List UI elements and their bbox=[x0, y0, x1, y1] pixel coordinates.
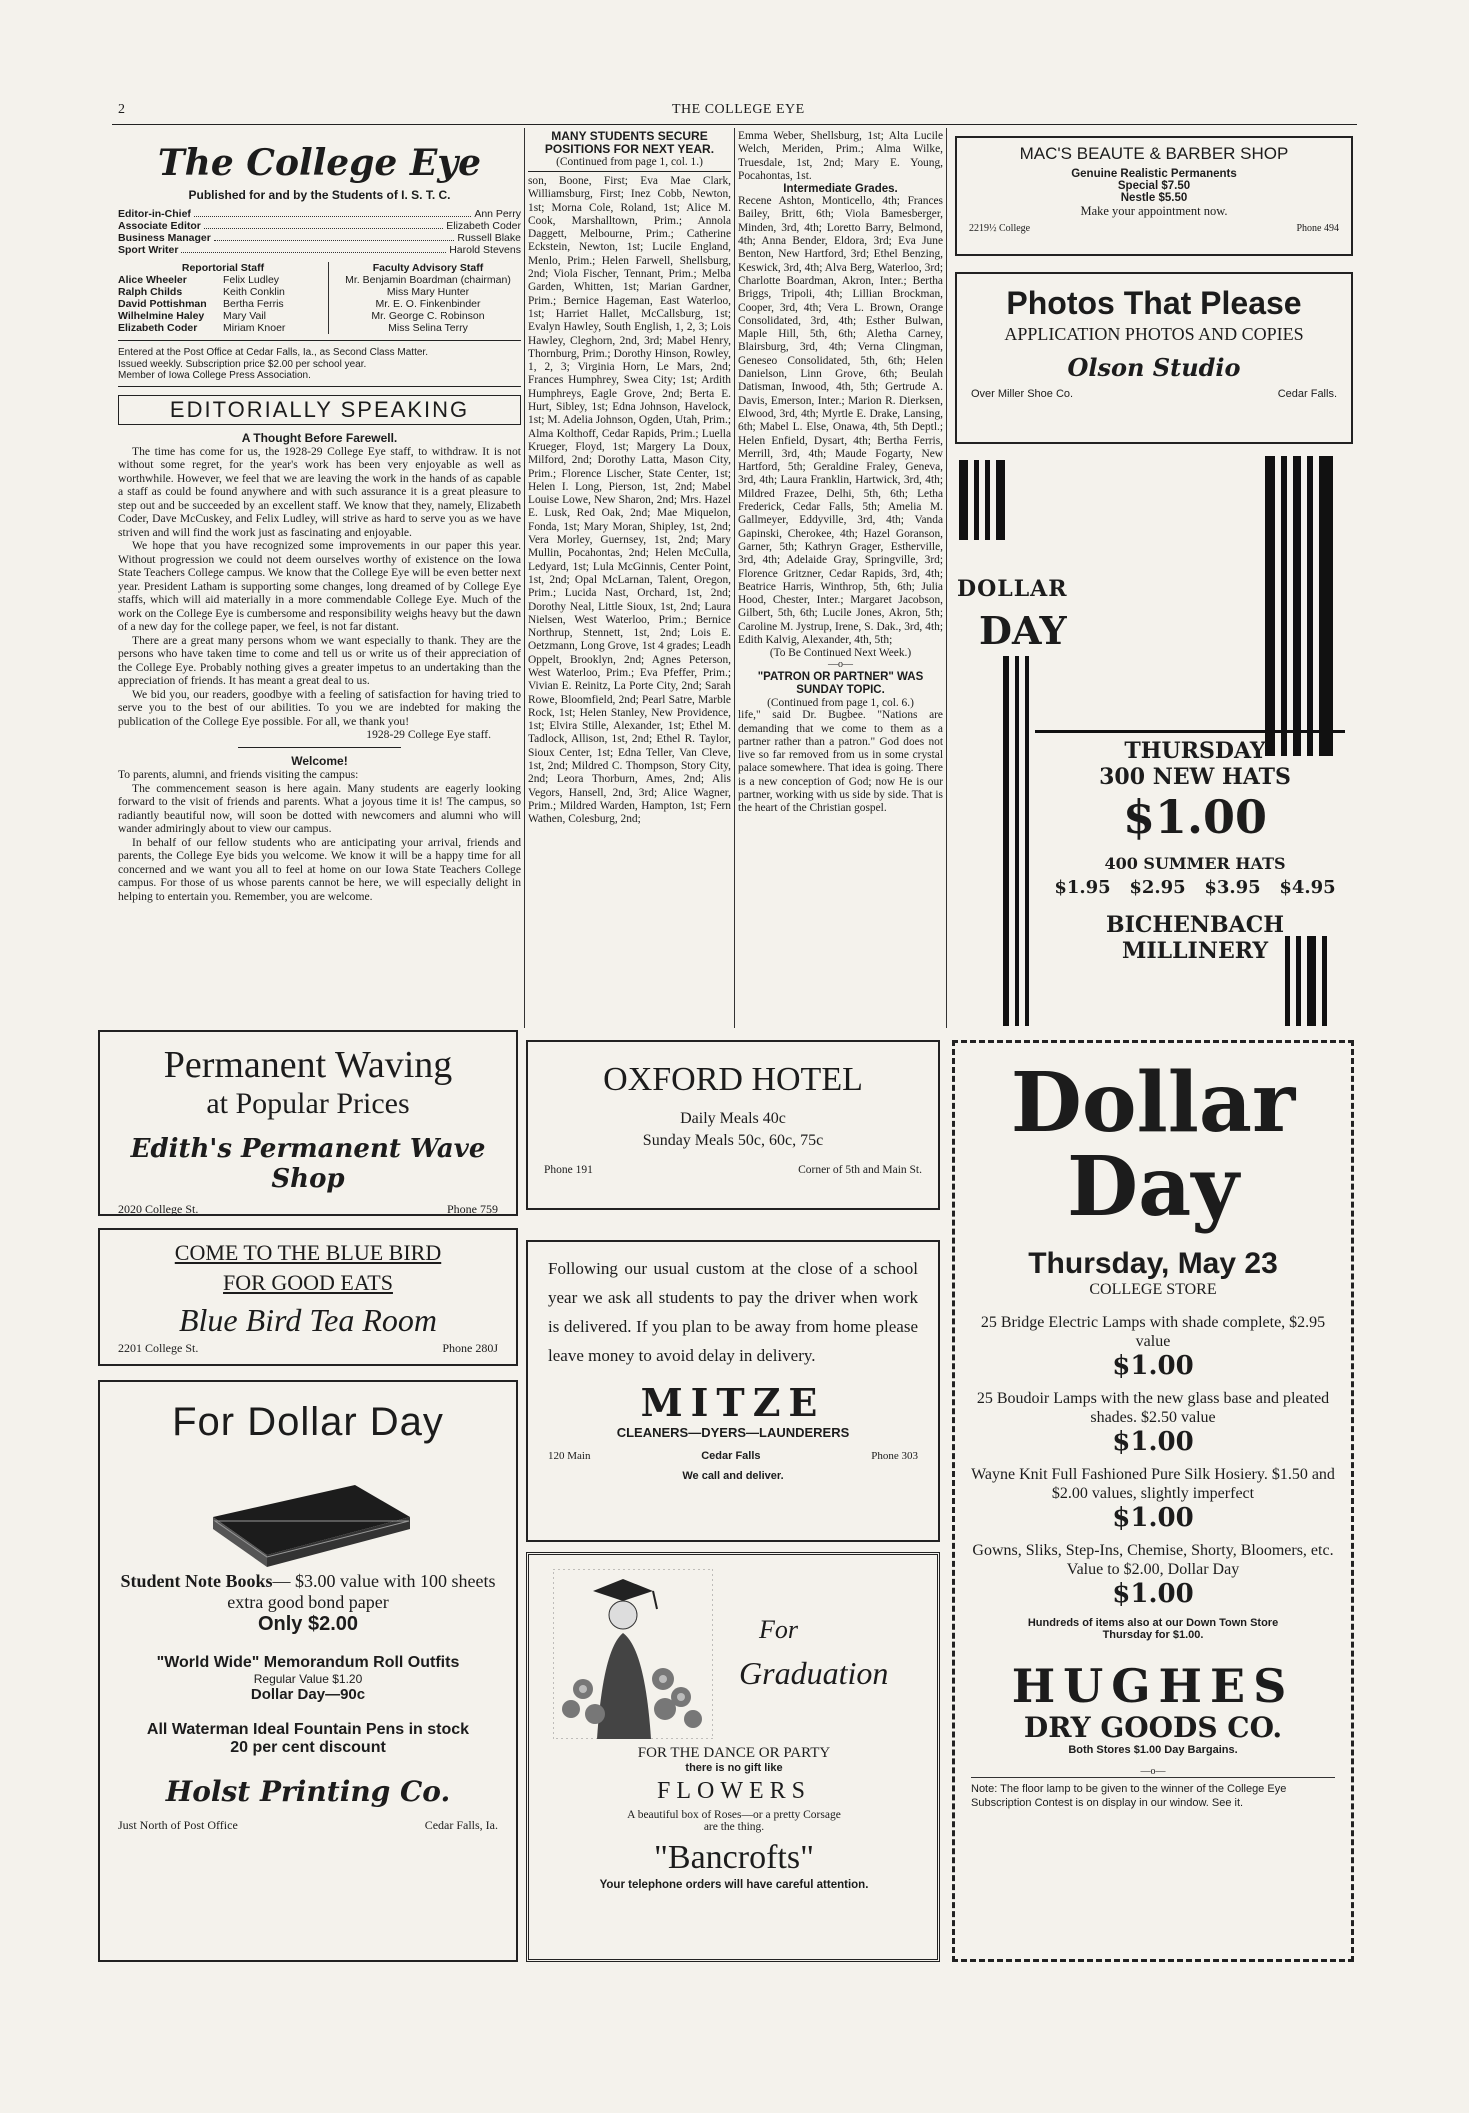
decorative-stripes bbox=[1265, 456, 1333, 756]
page-header bbox=[112, 102, 1357, 122]
ad-name: MAC'S BEAUTE & BARBER SHOP bbox=[1019, 144, 1289, 163]
ad-olson-studio: Photos That Please APPLICATION PHOTOS AND COPIES Olson Studio Over Miller Shoe Co. Cedar Falls. bbox=[955, 272, 1353, 444]
welcome-paragraph: The commencement season is here again. Many students are eagerly looking forward to the visit of friends and parents. What a joyous time it is! The campus, so radiantly beautiful now, will soon be dotted with newcomers and alumni who will wander admiringly about to view our campus. bbox=[118, 781, 521, 835]
to-be-continued: (To Be Continued Next Week.) bbox=[769, 647, 912, 660]
welcome-paragraph: In behalf of our fellow students who are anticipating your arrival, friends and parents, the College Eye bids you welcome. We know it will be a happy time for all concerned and we want you all to feel at home on our Iowa State Teachers College campus. For those of us whose parents cannot be here, we will especially delight in helping to entertain you. Remember, you are welcome. bbox=[118, 835, 521, 903]
ad-headline: Photos That Please bbox=[1006, 285, 1302, 321]
ad-day: Day bbox=[1067, 1139, 1239, 1235]
ad-hughes-dry-goods: Dollar Day Thursday, May 23 COLLEGE STORE 25 Bridge Electric Lamps with shade complete, $2.95 value $1.00 25 Boudoir Lamps with the new glass base and pleated shades. $2.50 value $1.00 Wayne Knit Full Fashioned Pure Silk Hosiery. $1.50 and $2.00 values, slightly imperfect $1.00 Gowns, Sliks, Step-Ins, Chemise, Shorty, Bloomers, etc. Value to $2.00, Dollar Day $1.00 Hundreds of items also at our Down Town Store Thursday for $1.00. HUGHES DRY GOODS CO. Both Stores $1.00 Day Bargains. —o— Note: The floor lamp to be given to the winner of the College Eye Subscription Contest is on display in our window. See it. bbox=[952, 1040, 1354, 1962]
decorative-stripes bbox=[959, 460, 1005, 540]
ad-bancrofts: For Graduation FOR THE DANCE OR PARTY there is no gift like FLOWERS A beautiful box of Roses—or a pretty Corsage are the thing. "Bancrofts" Your telephone orders will have careful attention. bbox=[526, 1552, 940, 1962]
column-rule bbox=[734, 128, 735, 1028]
column-rule bbox=[524, 128, 525, 1028]
ad-mitze-cleaners: Following our usual custom at the close of a school year we ask all students to pay the driver when work is delivered. If you plan to be away from home please leave money to avoid delay in delivery. MITZE CLEANERS—DYERS—LAUNDERERS 120 Main Cedar Falls Phone 303 We call and deliver. bbox=[526, 1240, 940, 1542]
running-head: THE COLLEGE EYE bbox=[672, 102, 805, 117]
ad-day: DAY bbox=[979, 608, 1067, 653]
editorial-paragraph: We bid you, our readers, goodbye with a feeling of satisfaction for having tried to serve you to the best of our abilities. To you we are indebted for making the publication of the College Eye possible. For all, we thank you! bbox=[118, 687, 521, 728]
ad-name: Edith's Permanent Wave Shop bbox=[130, 1134, 486, 1194]
masthead-subtitle: Published for and by the Students of I. S. T. C. bbox=[188, 188, 451, 202]
ad-name: OXFORD HOTEL bbox=[603, 1061, 863, 1098]
graduate-with-flowers-illustration bbox=[553, 1569, 713, 1739]
news-column-b: Emma Weber, Shellsburg, 1st; Alta Lucile Welch, Meriden, Prim.; Alma Wilke, Truesdale, 1st, 2nd; Mary E. Young, Pocahontas, 1st. Intermediate Grades. Recene Ashton, Monticello, 4th; Frances Bailey, Britt, 6th; Viola Bamesberger, Minden, 3rd, 4th; Loretto Barry, Belmond, 4th; Anna Bender, Eldora, 3rd; Eva June Benton, New Hartford, 3rd; Ethel Benzing, Keswick, 3rd, 4th; Alva Berg, Waterloo, 3rd; Charlotte Boardman, Akron, Inter.; Bertha Briggs, Tripoli, 4th; Lillian Brockman, Cooper, 3rd, 4th; Vera L. Brown, Orange Consolidated, 3rd, 4th; Esther Bulwan, Maple Hill, 5th, 6th; Aletha Carney, Blairsburg, 3rd, 4th; Verna Clingman, Geneseo Consolidated, 5th, 6th; Helen Danielson, Linn Grove, 6th; Beulah Datisman, Inwood, 4th, 5th; Gertrude A. Davis, Emerson, Inter.; Marion R. Dierksen, Elwood, 3rd, 4th; Myrtle E. Drake, Lansing, 6th; Mabel L. Else, Onawa, 4th, 5th Deptl.; Helen Enfield, Dysart, 4th; Bertha Ferris, Merrill, 3rd, 4th; Maude Fogarty, New Hartford, 5th; Geraldine Fraley, Geneva, 3rd, 4th; Laura Franklin, Hartwick, 3rd, 4th; Mildred Frazee, Delhi, 5th, 6th; Letha Frederick, Cedar Falls, 5th; Amelia M. Gallmeyer, Eddyville, 3rd, 4th; Vanda Gapinski, Cherokee, 4th; Hazel Goranson, Garner, 5th; Kathryn Grager, Estherville, 3rd, 4th; Adelaide Gray, Springville, 3rd; Florence Gritzner, Cedar Rapids, 3rd, 4th; Beatrice Harris, Winthrop, 5th, 6th; Julia Hood, Chester, Inter.; Margaret Jacobson, Gilbert, 5th, 6th; Lucile Jones, Akron, 5th; Caroline M. Jystrup, Irene, S. Dak., 3rd, 4th; Edith Kalvig, Alexander, 4th, 5th; (To Be Continued Next Week.) —o— "PATRON OR PARTNER" WAS SUNDAY TOPIC. (Continued from page 1, col. 6.) life," said Dr. Bugbee. "Nations are demanding that we come to them as a partner rather than a patron." God does not live so far removed from us in some crystal palace somewhere. That idea is going. There is a new conception of God; now He is our partner, working with us side by side. That is the heart of the Christian gospel. bbox=[738, 130, 943, 815]
staff-row: Sport Writer Harold Stevens bbox=[118, 244, 521, 256]
faculty-staff: Faculty Advisory Staff Mr. Benjamin Boardman (chairman) Miss Mary Hunter Mr. E. O. Finkenbinder Mr. George C. Robinson Miss Selina Terry bbox=[328, 262, 521, 334]
mailing-info: Entered at the Post Office at Cedar Falls, Ia., as Second Class Matter. Issued weekly. Subscription price $2.00 per school year. Member of Iowa College Press Association. bbox=[118, 347, 428, 381]
staff-row: Business Manager Russell Blake bbox=[118, 232, 521, 244]
editorial-title: A Thought Before Farewell. bbox=[241, 430, 398, 445]
ad-oxford-hotel: OXFORD HOTEL Daily Meals 40c Sunday Meals 50c, 60c, 75c Phone 191 Corner of 5th and Main St. bbox=[526, 1040, 940, 1210]
editorial-paragraph: The time has come for us, the 1928-29 College Eye staff, to withdraw. It is not without some regret, for the year's work has been very enjoyable as well as worthwhile. However, we feel that we are leaving the work in the hands of as capable a staff as could be found anywhere and with such assurance it is a great pleasure to step out and be succeeded by an excellent staff. We know that they, namely, Elizabeth Coder, Dave McCuskey, and Felix Ludley, will strive as hard to serve you as we have striven and will find the work just as fascinating and enjoyable. bbox=[118, 444, 521, 539]
notebook-icon bbox=[205, 1477, 415, 1572]
reportorial-staff: Reportorial Staff Alice Wheeler Ralph Childs David Pottishman Wilhelmine Haley Elizabeth Coder Felix Ludley Keith Conklin Bertha Ferris Mary Vail Miriam Knoer bbox=[118, 262, 286, 334]
news-body: Recene Ashton, Monticello, 4th; Frances Bailey, Britt, 6th; Viola Bamesberger, Minden, 3rd, 4th; Loretto Barry, Belmond, 4th; Anna Bender, Eldora, 3rd; Eva June Benton, New Hartford, 3rd; Ethel Benzing, Keswick, 3rd, 4th; Alva Berg, Waterloo, 3rd; Charlotte Boardman, Akron, Inter.; Bertha Briggs, Tripoli, 4th; Lillian Brockman, Cooper, 3rd, 4th; Vera L. Brown, Orange Consolidated, 3rd, 4th; Esther Bulwan, Maple Hill, 5th, 6th; Aletha Carney, Blairsburg, 3rd, 4th; Verna Clingman, Geneseo Consolidated, 5th, 6th; Helen Danielson, Linn Grove, 6th; Beulah Datisman, Inwood, 4th, 5th; Gertrude A. Davis, Emerson, Inter.; Marion R. Dierksen, Elwood, 3rd, 4th; Myrtle E. Drake, Lansing, 6th; Mabel L. Else, Onawa, 4th, 5th Deptl.; Helen Enfield, Dysart, 4th; Bertha Ferris, Merrill, 3rd, 4th; Maude Fogarty, New Hartford, 5th; Geraldine Fraley, Geneva, 3rd, 4th; Laura Franklin, Hartwick, 3rd, 4th; Mildred Frazee, Delhi, 5th, 6th; Letha Frederick, Cedar Falls, 5th; Amelia M. Gallmeyer, Eddyville, 3rd, 4th; Vanda Gapinski, Cherokee, 4th; Hazel Goranson, Garner, 5th; Kathryn Grager, Estherville, 3rd, 4th; Adelaide Gray, Springville, 3rd; Florence Gritzner, Cedar Rapids, 3rd, 4th; Beatrice Harris, Winthrop, 5th, 6th; Julia Hood, Chester, Inter.; Margaret Jacobson, Gilbert, 5th, 6th; Lucile Jones, Akron, 5th; Caroline M. Jystrup, Irene, S. Dak., 3rd, 4th; Edith Kalvig, Alexander, 4th, 5th; bbox=[738, 195, 943, 646]
staff-list bbox=[118, 208, 521, 256]
ad-name: Olson Studio bbox=[1067, 353, 1241, 382]
editorial-paragraph: There are a great many persons whom we want especially to thank. They are the persons who have taken time to come and tell us or write us of their appreciation of the College Eye. Probably nothing gives a greater impetus to an undertaking than the appreciation of friends. It has meant a great deal to us. bbox=[118, 633, 521, 687]
ad-macs-beaute: MAC'S BEAUTE & BARBER SHOP Genuine Realistic Permanents Special $7.50 Nestle $5.50 Make your appointment now. 2219½ College Phone 494 bbox=[955, 136, 1353, 256]
staff-row: Associate Editor Elizabeth Coder bbox=[118, 220, 521, 232]
header-rule bbox=[112, 124, 1357, 125]
intermediate-heading: Intermediate Grades. bbox=[783, 183, 898, 196]
editorial-banner: EDITORIALLY SPEAKING bbox=[118, 395, 521, 425]
page-number: 2 bbox=[118, 102, 125, 117]
ad-name: MITZE bbox=[640, 1380, 826, 1425]
patron-continued: (Continued from page 1, col. 6.) bbox=[767, 697, 914, 710]
masthead-title: The College Eye bbox=[157, 142, 482, 184]
ad-holst-printing: For Dollar Day Student Note Books— $3.00 value with 100 sheets extra good bond paper Only $2.00 "World Wide" Memorandum Roll Outfits Regular Value $1.20 Dollar Day—90c All Waterman Ideal Fountain Pens in stock 20 per cent discount Holst Printing Co. Just North of Post Office Cedar Falls, Ia. bbox=[98, 1380, 518, 1962]
ad-body: THURSDAY 300 NEW HATS $1.00 400 SUMMER HATS $1.95 $2.95 $3.95 $4.95 BICHENBACH MILLINERY bbox=[1054, 738, 1336, 964]
ad-dollar: DOLLAR bbox=[957, 576, 1068, 602]
news-headline: MANY STUDENTS SECURE POSITIONS FOR NEXT YEAR. bbox=[544, 130, 715, 156]
ad-name: "Bancrofts" bbox=[654, 1839, 814, 1876]
patron-headline: "PATRON OR PARTNER" WAS SUNDAY TOPIC. bbox=[757, 671, 924, 697]
staff-row: Editor-in-Chief Ann Perry bbox=[118, 208, 521, 220]
welcome-salutation: To parents, alumni, and friends visiting the campus: bbox=[118, 768, 359, 781]
news-continued: (Continued from page 1, col. 1.) bbox=[556, 156, 703, 168]
ad-name: Blue Bird Tea Room bbox=[178, 1302, 438, 1338]
decorative-stripes bbox=[1003, 656, 1029, 1026]
news-body: Emma Weber, Shellsburg, 1st; Alta Lucile Welch, Meriden, Prim.; Alma Wilke, Truesdale, 1st, 2nd; Mary E. Young, Pocahontas, 1st. bbox=[738, 130, 943, 182]
column-rule bbox=[946, 128, 947, 1028]
editorial-paragraph: We hope that you have recognized some improvements in our paper this year. Without progression we could not deem ourselves worthy of existence on the Iowa State Teachers College campus. We know that the College Eye will be even better next year. President Latham is supporting some changes, long dreamed of by College Eye staffs, which will aid materially in a more commendable College Eye. Much of the work on the College Eye is cumbersome and responsibility weighs heavy but the dawn of a new day for the college paper, we feel, is not far distant. bbox=[118, 539, 521, 633]
masthead-editorial-column bbox=[118, 128, 521, 1028]
ad-blue-bird: COME TO THE BLUE BIRD FOR GOOD EATS Blue Bird Tea Room 2201 College St. Phone 280J bbox=[98, 1228, 518, 1366]
patron-body: life," said Dr. Bugbee. "Nations are demanding that we come to them as a partner rather than a patron." God does not live so far removed from us in some crystal palace somewhere. That idea is going. There is a new conception of God; now He is our partner, working with us side by side. That is the heart of the Christian gospel. bbox=[738, 709, 943, 815]
ad-bichenbach bbox=[955, 456, 1353, 1028]
welcome-title: Welcome! bbox=[291, 754, 348, 768]
news-column-a bbox=[528, 130, 731, 1025]
news-body: son, Boone, First; Eva Mae Clark, Williamsburg, First; Inez Cobb, Newton, 1st; Morna Cole, Roland, 1st; Alice M. Cook, Marshalltown, Prim.; Annola Daggett, Melbourne, Prim.; Catherine Eckstein, Newton, 1st; Lucile England, Menlo, Prim.; Helen Farwell, Shellsburg, 2nd; Viola Fischer, Tennant, Prim.; Melba Garden, Whitten, 1st; Marian Gardner, Prim.; Bernice Hageman, East Waterloo, 1st; Harriet Hallet, McCallsburg, 1st; Evalyn Hawley, South English, 1, 2, 3; Lois Hawley, Cleghorn, 2nd, 3rd; Mabel Henry, Thornburg, Prim.; Dorothy Hinson, Rowley, 1, 2, 3; Virginia Horn, Le Mars, 2nd; Frances Humphrey, Swea City; 1st; Ardith Humphreys, Eagle Grove, 2nd; Berta E. Hurt, Sibley, 1st; Edna Johnson, Havelock, 1st; M. Adelia Johnson, Ogden, Utah, Prim.; Alma Kolthoff, Cedar Rapids, Prim.; Luella Krueger, Floyd, 1st; Margery La Doux, Milford, 2nd; Dorothy Latta, Mason City, Prim.; Florence Lischer, State Center, 1st; Helen I. Long, Pierson, 1st, 2nd; Mabel Louise Lowe, New Sharon, 2nd; Mrs. Hazel E. Lusk, Red Oak, 2nd; Mae Miquelon, Fonda, 1st; Mary Moran, Shipley, 1st, 2nd; Vera Morley, Guernsey, 1st, 2nd; Mary Mullin, Pocahontas, 2nd; Helen McCulla, Ledyard, 1st; Lula McGinnis, Center Point, 1st, 2nd; Opal McLarnan, Talent, Oregon, Prim.; Lucida Nast, Orchard, 1st, 2nd; Dorothy Neal, Little Sioux, 1st, 2nd; Laura Nielsen, West Waterloo, Prim.; Bernice Northrup, Stennett, 1st, 2nd; Lois E. Oetzmann, Long Grove, 1st 4 grades; Leadh Oppelt, Brooklyn, 2nd; Agnes Peterson, West Waterloo, Prim.; Eva Pfeffer, Prim.; Vivian E. Reinitz, La Porte City, 2nd; Sarah Rowe, Bloomfield, 2nd; Pearl Satre, Marble Rock, 1st; Helen Stanley, New Providence, 1st; Elvira Stille, Alexander, 1st; Ethel M. Tadlock, Allison, 1st, 2nd; Ethel R. Taylor, Sioux Center, 1st; Edna Teller, Van Cleve, 1st, 2nd; Mildred C. Thompson, Story City, 2nd; Leora Thorburn, Ames, 2nd; Alis Vegors, Hansell, 2nd, 3rd; Alice Wagner, Prim.; Mildred Warden, Hampton, 1st; Fern Wathen, Colesburg, 2nd; bbox=[528, 175, 731, 826]
ad-headline: For Dollar Day bbox=[172, 1400, 444, 1444]
ad-name: Holst Printing Co. bbox=[165, 1775, 451, 1808]
staff-blocks bbox=[118, 262, 521, 334]
ad-name: HUGHES bbox=[1011, 1659, 1295, 1713]
ad-edith-permanent-wave: Permanent Waving at Popular Prices Edith's Permanent Wave Shop 2020 College St. Phone 759 bbox=[98, 1030, 518, 1216]
ad-dollar: Dollar bbox=[1010, 1055, 1296, 1151]
editorial-signature: 1928-29 College Eye staff. bbox=[366, 728, 491, 741]
